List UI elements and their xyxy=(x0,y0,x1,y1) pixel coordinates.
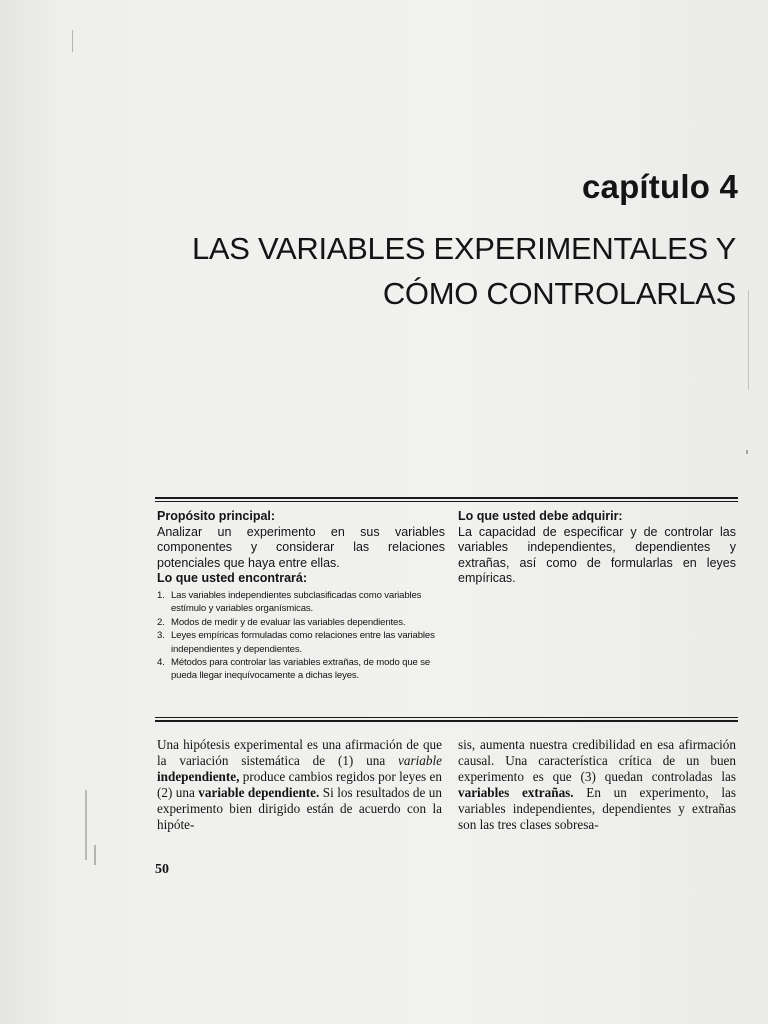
list-item: 1. Las variables independientes subclasificadas como variables estímulo y variables organísmicas. xyxy=(157,589,422,615)
acquire-text: La capacidad de especificar y de controlar las variables independientes, dependientes y extrañas, así como de formularlas en leyes empíricas. xyxy=(458,524,736,586)
scan-speck xyxy=(72,30,73,52)
chapter-label: capítulo 4 xyxy=(581,168,738,205)
scan-speck xyxy=(94,845,96,865)
purpose-text: Analizar un experimento en sus variables componentes y considerar las relaciones potenciales que haya entre ellas. xyxy=(157,524,445,570)
find-heading: Lo que usted encontrará: xyxy=(157,571,308,586)
body-column-left: Una hipótesis experimental es una afirmación de que la variación sistemática de (1) una variable independiente, produce cambios regidos por leyes en (2) una variable dependiente. Si los resultados de un experimento bien dirigido están de acuerdo con la hipóte- xyxy=(157,737,442,832)
list-item: 4. Métodos para controlar las variables extrañas, de modo que se pueda llegar inequívocamente a dichas leyes. xyxy=(157,657,431,682)
scan-speck xyxy=(85,790,87,860)
scan-speck xyxy=(746,450,748,454)
acquire-heading: Lo que usted debe adquirir: xyxy=(458,509,623,523)
chapter-title-line-2: CÓMO CONTROLARLAS xyxy=(382,276,736,311)
body-column-right: sis, aumenta nuestra credibilidad en esa afirmación causal. Una característica crítica de un buen experimento es que (3) quedan controladas las variables extrañas. En un experimento, las variables independientes, dependientes y extrañas son las tres clases sobresa- xyxy=(458,737,736,832)
box-bottom-rule-thin xyxy=(155,717,738,718)
box-right-column xyxy=(458,509,736,587)
box-bottom-rule xyxy=(155,720,738,722)
find-list xyxy=(157,589,445,683)
chapter-title-line-1: LAS VARIABLES EXPERIMENTALES Y xyxy=(191,231,736,266)
purpose-heading: Propósito principal: xyxy=(157,509,276,523)
chapter-title xyxy=(176,226,736,316)
box-left-column xyxy=(157,509,445,683)
box-top-rule xyxy=(155,497,738,499)
page-number: 50 xyxy=(155,862,169,877)
box-top-rule-thin xyxy=(155,501,738,502)
list-item: 2. Modos de medir y de evaluar las variables dependientes. xyxy=(157,616,406,628)
scan-speck xyxy=(748,290,749,390)
list-item: 3. Leyes empíricas formuladas como relaciones entre las variables independientes y dependientes. xyxy=(157,630,435,655)
